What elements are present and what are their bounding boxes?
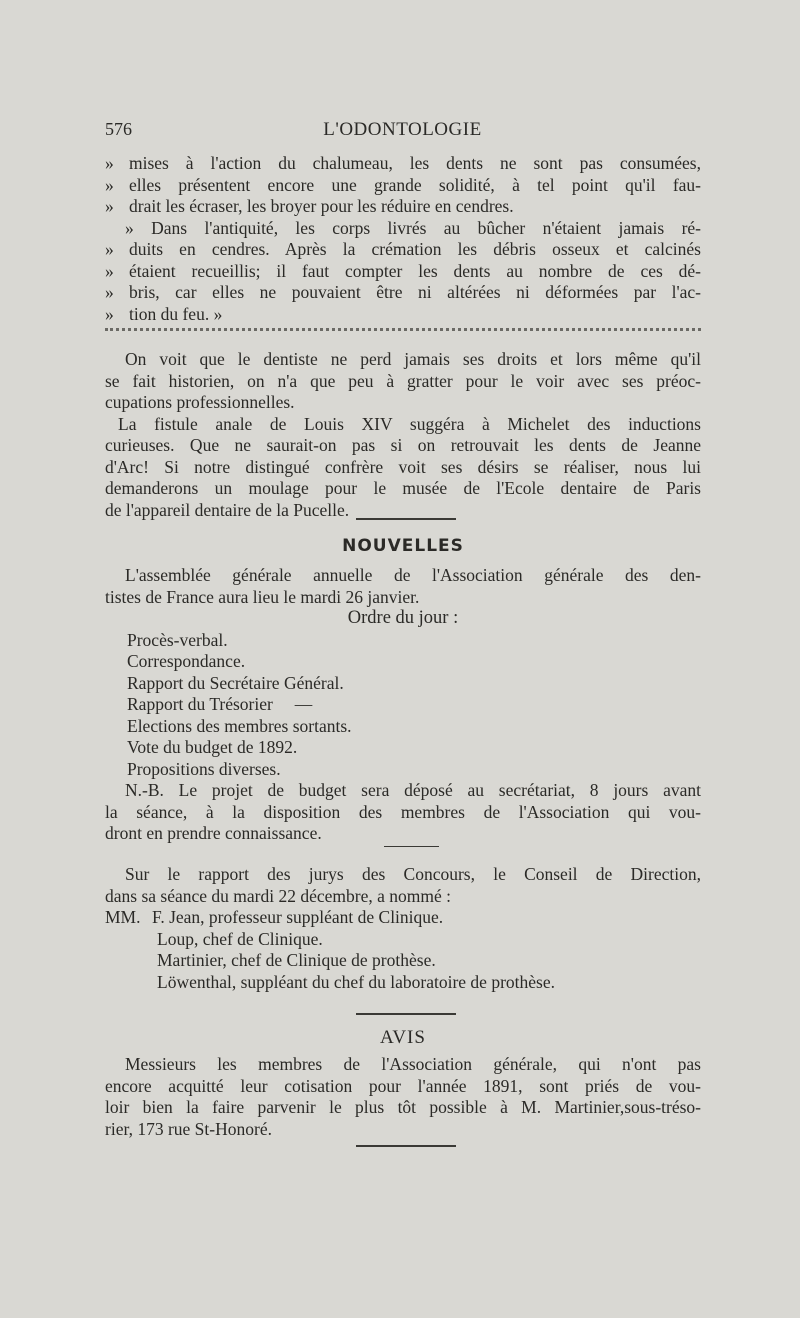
quote-marker: » bbox=[105, 153, 114, 173]
page-number: 576 bbox=[105, 119, 132, 139]
appointment-line: MM. F. Jean, professeur suppléant de Clinique. bbox=[105, 907, 444, 927]
quote-line: » elles présentent encore une grande solidité, à tel point qu'il fau- bbox=[105, 174, 701, 195]
paragraph-line: dans sa séance du mardi 22 décembre, a nommé : bbox=[105, 885, 451, 906]
paragraph-line: encore acquitté leur cotisation pour l'année 1891, sont priés de vou- bbox=[105, 1075, 701, 1096]
agenda-item: Elections des membres sortants. bbox=[127, 715, 352, 736]
appointment-line: Löwenthal, suppléant du chef du laboratoire de prothèse. bbox=[157, 971, 555, 992]
mm-label: MM. bbox=[105, 907, 141, 927]
paragraph-line: Messieurs les membres de l'Association générale, qui n'ont pas bbox=[125, 1054, 701, 1074]
quote-line: » duits en cendres. Après la crémation les débris osseux et calcinés bbox=[105, 239, 701, 259]
running-title: L'ODONTOLOGIE bbox=[323, 119, 482, 140]
paragraph-line: tistes de France aura lieu le mardi 26 janvier. bbox=[105, 586, 420, 607]
appointment-line: Martinier, chef de Clinique de prothèse. bbox=[157, 950, 436, 970]
quote-marker: » bbox=[105, 260, 114, 281]
agenda-item: Vote du budget de 1892. bbox=[127, 737, 298, 757]
section-divider bbox=[356, 1013, 456, 1015]
quote-marker: » bbox=[105, 282, 114, 302]
quote-line: » Dans l'antiquité, les corps livrés au bûcher n'étaient jamais ré- bbox=[125, 217, 701, 238]
quote-marker: » bbox=[105, 239, 114, 259]
nouvelles-block bbox=[105, 565, 701, 845]
page-header bbox=[105, 119, 700, 145]
paragraph-line: curieuses. Que ne saurait-on pas si on retrouvait les dents de Jeanne bbox=[105, 435, 701, 455]
section-divider bbox=[384, 846, 439, 847]
quote-line: » étaient recueillis; il faut compter les dents au nombre de ces dé- bbox=[105, 260, 701, 281]
appointment-line: Loup, chef de Clinique. bbox=[157, 928, 323, 949]
nb-line: dront en prendre connaissance. bbox=[105, 823, 322, 843]
quote-marker: » bbox=[105, 303, 114, 324]
quote-line: » bris, car elles ne pouvaient être ni altérées ni déformées par l'ac- bbox=[105, 282, 701, 302]
quote-marker: » bbox=[105, 174, 114, 195]
quote-line: » tion du feu. » bbox=[105, 303, 223, 324]
agenda-title: Ordre du jour : bbox=[347, 608, 459, 628]
quote-line: » mises à l'action du chalumeau, les dents ne sont pas consumées, bbox=[105, 153, 701, 173]
section-divider bbox=[356, 518, 456, 520]
agenda-item: Correspondance. bbox=[127, 651, 246, 671]
section-heading-avis: AVIS bbox=[380, 1027, 426, 1048]
paragraph-line: La fistule anale de Louis XIV suggéra à Michelet des inductions bbox=[118, 413, 701, 434]
paragraph-line: loir bien la faire parvenir le plus tôt possible à M. Martinier,sous-tréso- bbox=[105, 1097, 701, 1117]
paragraph-line: Sur le rapport des jurys des Concours, le Conseil de Direction, bbox=[125, 864, 701, 884]
paragraph-line: cupations professionnelles. bbox=[105, 392, 295, 412]
paragraph-line: On voit que le dentiste ne perd jamais ses droits et lors même qu'il bbox=[125, 349, 701, 369]
agenda-item: Rapport du Secrétaire Général. bbox=[127, 672, 344, 693]
concours-block bbox=[105, 864, 701, 993]
avis-block bbox=[105, 1054, 701, 1140]
quote-block bbox=[105, 153, 701, 521]
nb-line: N.-B. Le projet de budget sera déposé au secrétariat, 8 jours avant bbox=[125, 780, 701, 800]
section-heading-nouvelles: NOUVELLES bbox=[342, 536, 464, 556]
paragraph-line: se fait historien, on n'a que peu à gratter pour le voir avec ses préoc- bbox=[105, 370, 701, 391]
section-divider bbox=[356, 1145, 456, 1147]
quote-line: » drait les écraser, les broyer pour les réduire en cendres. bbox=[105, 196, 514, 216]
paragraph-line: de l'appareil dentaire de la Pucelle. bbox=[105, 499, 350, 520]
quote-marker: » bbox=[105, 196, 114, 216]
agenda-item: Rapport du Trésorier — bbox=[127, 694, 313, 714]
agenda-item: Propositions diverses. bbox=[127, 758, 281, 779]
agenda-item: Procès-verbal. bbox=[127, 629, 228, 650]
ellipsis-dotted-line bbox=[105, 328, 701, 343]
paragraph-line: d'Arc! Si notre distingué confrère voit ses désirs se réaliser, nous lui bbox=[105, 456, 701, 477]
paragraph-line: L'assemblée générale annuelle de l'Association générale des den- bbox=[125, 565, 701, 585]
nb-line: la séance, à la disposition des membres de l'Association qui vou- bbox=[105, 801, 701, 822]
paragraph-line: demanderons un moulage pour le musée de l'Ecole dentaire de Paris bbox=[105, 478, 701, 498]
paragraph-line: rier, 173 rue St-Honoré. bbox=[105, 1118, 272, 1139]
